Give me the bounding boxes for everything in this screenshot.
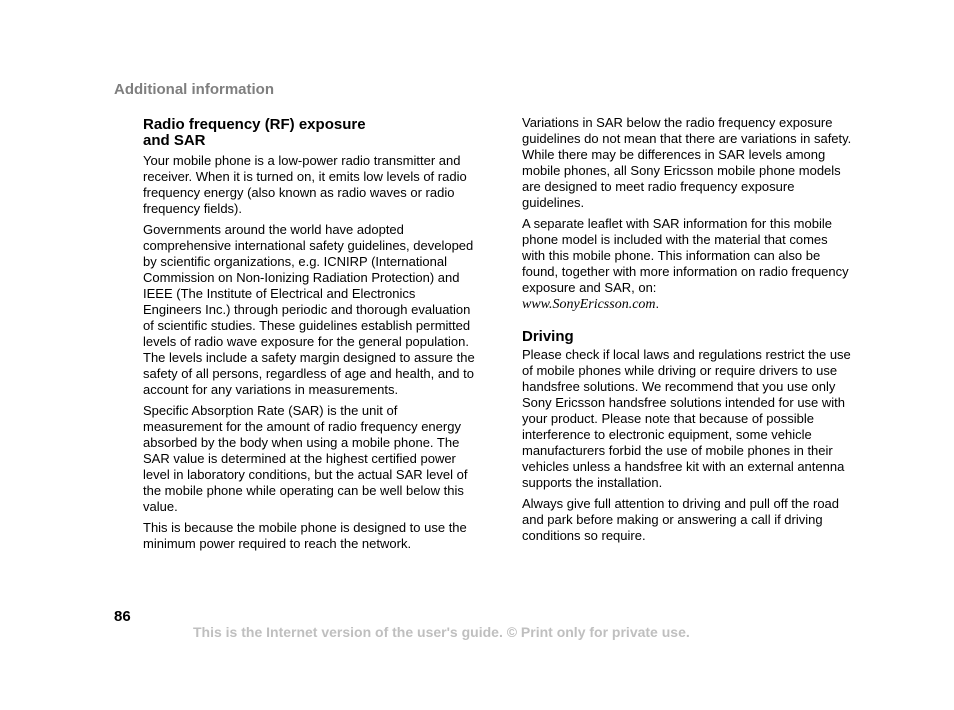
rf-exposure-heading xyxy=(143,117,475,149)
left-column xyxy=(143,115,475,557)
page-number: 86 xyxy=(114,608,131,625)
paragraph: Please check if local laws and regulations restrict the use of mobile phones while driving or require drivers to use handsfree solutions. We recommend that you use only Sony Ericsson handsfree solutions intended for use with your product. Please note that because of possible interference to electronic equipment, some vehicle manufacturers forbid the use of mobile phones in their vehicles unless a handsfree kit with an external antenna supports the installation. xyxy=(522,347,851,490)
paragraph: Variations in SAR below the radio frequency exposure guidelines do not mean that there are variations in safety. While there may be differences in SAR levels among mobile phones, all Sony Ericsson mobile phone models are designed to meet radio frequency exposure guidelines. xyxy=(522,115,852,210)
rf-exposure-heading-line2: and SAR xyxy=(143,132,206,149)
paragraph: Specific Absorption Rate (SAR) is the unit of measurement for the amount of radio frequency energy absorbed by the body when using a mobile phone. The SAR value is determined at the highest certified power level in laboratory conditions, but the actual SAR level of the mobile phone while operating can be well below this value. xyxy=(143,403,468,514)
right-column xyxy=(522,115,852,549)
paragraph: This is because the mobile phone is designed to use the minimum power required to reach the network. xyxy=(143,520,467,551)
paragraph: Always give full attention to driving and pull off the road and park before making or answering a call if driving conditions so require. xyxy=(522,496,840,543)
url-suffix: . xyxy=(655,296,660,311)
section-title: Additional information xyxy=(114,81,274,98)
footer-notice: This is the Internet version of the user's guide. © Print only for private use. xyxy=(193,624,690,640)
paragraph-with-link xyxy=(522,216,852,313)
driving-heading: Driving xyxy=(522,328,574,345)
sony-ericsson-link[interactable]: www.SonyEricsson.com xyxy=(522,297,656,312)
paragraph: Governments around the world have adopted comprehensive international safety guidelines, developed by scientific organizations, e.g. ICNIRP (International Commission on Non-Ionizing Radiation Protection) and IEEE (The Institute of Electrical and Electronics Engineers Inc.) through periodic and thorough evaluation of scientific studies. These guidelines establish permitted levels of radio wave exposure for the general population. The levels include a safety margin designed to assure the safety of all persons, regardless of age and health, and to account for any variations in measurements. xyxy=(143,222,475,397)
paragraph-text: A separate leaflet with SAR information for this mobile phone model is included with the material that comes with this mobile phone. This information can also be found, together with more information on radio frequency exposure and SAR, on: xyxy=(522,216,849,295)
paragraph: Your mobile phone is a low-power radio transmitter and receiver. When it is turned on, it emits low levels of radio frequency energy (also known as radio waves or radio frequency fields). xyxy=(143,153,467,216)
rf-exposure-heading-line1: Radio frequency (RF) exposure xyxy=(143,116,366,133)
